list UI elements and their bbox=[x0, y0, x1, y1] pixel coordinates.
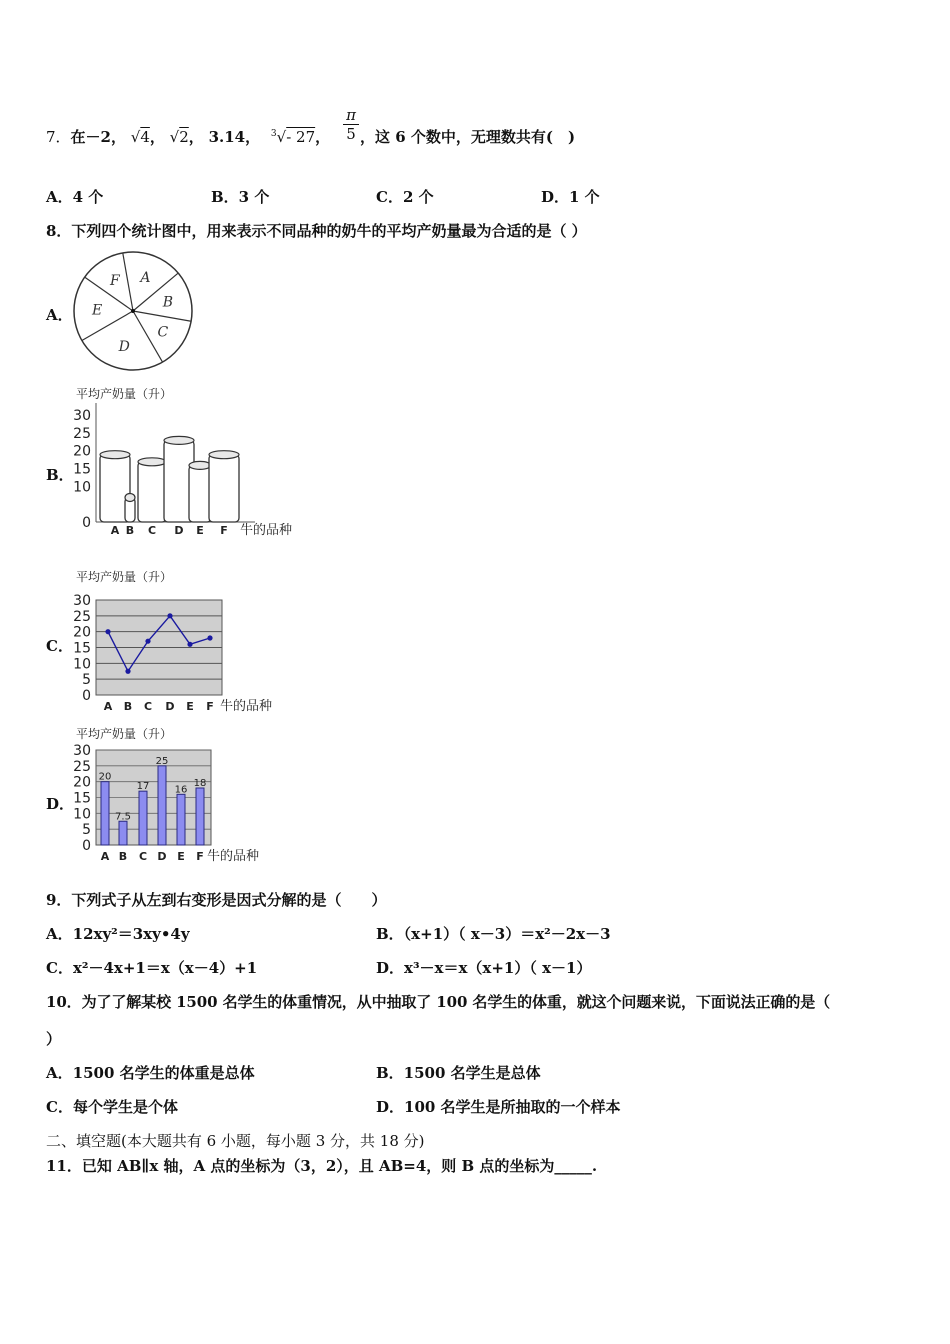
y-tick-label: 25 bbox=[73, 608, 91, 625]
y-tick-label: 5 bbox=[82, 672, 91, 689]
x-tick-label: A bbox=[103, 700, 113, 713]
jar-lid bbox=[164, 436, 194, 444]
x-tick-label: C bbox=[138, 850, 148, 863]
y-tick-label: 20 bbox=[73, 774, 91, 791]
pi-denominator: 5 bbox=[346, 125, 356, 143]
jar-lid bbox=[138, 458, 166, 466]
y-tick-label: 0 bbox=[82, 838, 91, 854]
data-label: 17 bbox=[136, 781, 150, 793]
x-tick-label: F bbox=[206, 700, 214, 713]
jar-lid bbox=[189, 461, 211, 469]
y-axis-title: 平均产奶量（升） bbox=[76, 727, 173, 741]
y-tick-label: 10 bbox=[73, 479, 91, 496]
x-tick-label: A bbox=[110, 524, 120, 537]
data-point-e bbox=[187, 642, 192, 647]
x-axis-title: 牛的品种 bbox=[240, 523, 293, 538]
pie-label-f: F bbox=[110, 272, 120, 289]
pie-label-b: B bbox=[162, 294, 174, 311]
y-tick-label: 25 bbox=[73, 425, 91, 442]
q7-line: 7．在－2， √4， √2， 3.14， $^3$√- 27， bbox=[46, 128, 331, 146]
jar-e bbox=[189, 461, 211, 522]
q7-option-b[interactable]: B．3 个 bbox=[211, 188, 270, 206]
jar-body bbox=[138, 462, 166, 522]
jar-b bbox=[125, 493, 135, 522]
pie-label-a: A bbox=[140, 270, 151, 287]
y-tick-label: 10 bbox=[73, 656, 91, 673]
pi-numerator: π bbox=[343, 106, 359, 125]
data-label: 16 bbox=[174, 784, 188, 796]
jar-f bbox=[209, 451, 239, 522]
x-tick-label: B bbox=[123, 700, 133, 713]
y-tick-label: 20 bbox=[73, 624, 91, 641]
q9-option-a[interactable]: A．12xy²＝3xy•4y bbox=[46, 925, 190, 943]
x-axis-title: 牛的品种 bbox=[220, 699, 273, 714]
y-tick-label: 15 bbox=[73, 640, 91, 657]
q7-number: 7． bbox=[46, 128, 71, 146]
bar-e bbox=[177, 794, 185, 845]
pie-label-d: D bbox=[118, 338, 130, 355]
y-axis-title: 平均产奶量（升） bbox=[76, 570, 173, 584]
y-tick-label: 30 bbox=[73, 408, 91, 424]
q7-option-c[interactable]: C．2 个 bbox=[376, 188, 434, 206]
x-tick-label: B bbox=[125, 524, 135, 537]
bar-a bbox=[101, 782, 109, 845]
y-tick-label: 15 bbox=[73, 790, 91, 807]
y-tick-label: 5 bbox=[82, 822, 91, 839]
q7-option-d[interactable]: D．1 个 bbox=[541, 188, 600, 206]
x-tick-label: F bbox=[196, 850, 204, 863]
x-tick-label: E bbox=[196, 524, 204, 537]
q10-text-line1: 10．为了了解某校 1500 名学生的体重情况，从中抽取了 100 名学生的体重，就这个问题来说，下面说法正确的是（ bbox=[46, 993, 831, 1011]
jar-chart bbox=[70, 385, 310, 540]
data-label: 25 bbox=[155, 755, 169, 767]
jar-lid bbox=[125, 493, 135, 501]
sqrt-4: √4 bbox=[130, 128, 150, 146]
jar-lid bbox=[209, 451, 239, 459]
jar-body bbox=[209, 455, 239, 522]
q10-text-line2: ） bbox=[46, 1030, 62, 1048]
y-tick-label: 20 bbox=[73, 443, 91, 460]
x-tick-label: D bbox=[157, 850, 167, 863]
bar-chart bbox=[70, 725, 310, 868]
q8-label-a[interactable]: A． bbox=[46, 306, 73, 324]
q8-text: 8．下列四个统计图中，用来表示不同品种的奶牛的平均产奶量最为合适的是（ ） bbox=[46, 222, 587, 240]
jar-body bbox=[189, 465, 211, 522]
y-axis-title: 平均产奶量（升） bbox=[76, 387, 173, 401]
data-label: 18 bbox=[193, 778, 207, 789]
data-point-f bbox=[207, 635, 212, 640]
x-tick-label: D bbox=[165, 700, 175, 713]
data-point-a bbox=[105, 629, 110, 634]
y-tick-label: 25 bbox=[73, 758, 91, 775]
y-tick-label: 10 bbox=[73, 806, 91, 823]
q8-label-d[interactable]: D． bbox=[46, 795, 75, 813]
jar-lid bbox=[100, 451, 130, 459]
y-tick-label: 15 bbox=[73, 461, 91, 478]
sqrt-2: √2 bbox=[169, 128, 189, 146]
line-chart bbox=[70, 568, 310, 716]
y-tick-label: 30 bbox=[73, 743, 91, 759]
q9-option-d[interactable]: D．x³－x＝x（x+1）（ x－1） bbox=[376, 959, 592, 977]
cube-root: $^3$√- 27 bbox=[270, 128, 316, 146]
bar-c bbox=[139, 791, 147, 845]
x-axis-title: 牛的品种 bbox=[207, 849, 260, 864]
q10-option-d[interactable]: D．100 名学生是所抽取的一个样本 bbox=[376, 1098, 621, 1116]
bar-f bbox=[196, 788, 204, 845]
y-tick-label: 0 bbox=[82, 688, 91, 704]
data-point-c bbox=[145, 639, 150, 644]
x-tick-label: C bbox=[143, 700, 153, 713]
q9-text: 9．下列式子从左到右变形是因式分解的是（ ） bbox=[46, 891, 387, 909]
q10-option-c[interactable]: C．每个学生是个体 bbox=[46, 1098, 178, 1116]
pie-label-c: C bbox=[157, 324, 169, 341]
data-point-b bbox=[125, 669, 130, 674]
x-tick-label: E bbox=[186, 700, 194, 713]
section-2-heading: 二、填空题(本大题共有 6 小题，每小题 3 分，共 18 分) bbox=[46, 1132, 425, 1150]
q8-label-c[interactable]: C． bbox=[46, 637, 73, 655]
x-tick-label: C bbox=[147, 524, 157, 537]
jar-c bbox=[138, 458, 166, 522]
pie-chart bbox=[72, 250, 196, 374]
data-point-d bbox=[167, 613, 172, 618]
x-tick-label: D bbox=[174, 524, 184, 537]
q11-text: 11．已知 AB∥x 轴，A 点的坐标为（3，2），且 AB=4，则 B 点的坐标为_____. bbox=[46, 1157, 598, 1175]
x-tick-label: A bbox=[100, 850, 110, 863]
q7-prefix: 在－2， bbox=[70, 128, 126, 146]
pie-label-e: E bbox=[92, 302, 103, 319]
x-tick-label: F bbox=[220, 524, 228, 537]
q8-label-b[interactable]: B． bbox=[46, 466, 74, 484]
q9-option-c[interactable]: C．x²－4x+1＝x（x－4）+1 bbox=[46, 959, 258, 977]
data-label: 20 bbox=[98, 771, 112, 783]
y-tick-label: 0 bbox=[82, 515, 91, 531]
x-tick-label: E bbox=[177, 850, 185, 863]
q10-option-a[interactable]: A．1500 名学生的体重是总体 bbox=[46, 1064, 255, 1082]
q7-3-14: 3.14， bbox=[208, 128, 261, 146]
x-tick-label: B bbox=[118, 850, 128, 863]
pi-fraction bbox=[343, 106, 359, 143]
data-label: 7.5 bbox=[115, 811, 131, 823]
q7-suffix: ，这 6 个数中，无理数共有( ) bbox=[360, 128, 576, 146]
q10-option-b[interactable]: B．1500 名学生是总体 bbox=[376, 1064, 541, 1082]
q7-option-a[interactable]: A．4 个 bbox=[46, 188, 104, 206]
bar-b bbox=[119, 821, 127, 845]
y-tick-label: 30 bbox=[73, 593, 91, 609]
q9-option-b[interactable]: B．（x+1）（ x－3）＝x²－2x－3 bbox=[376, 925, 611, 943]
bar-d bbox=[158, 766, 166, 845]
